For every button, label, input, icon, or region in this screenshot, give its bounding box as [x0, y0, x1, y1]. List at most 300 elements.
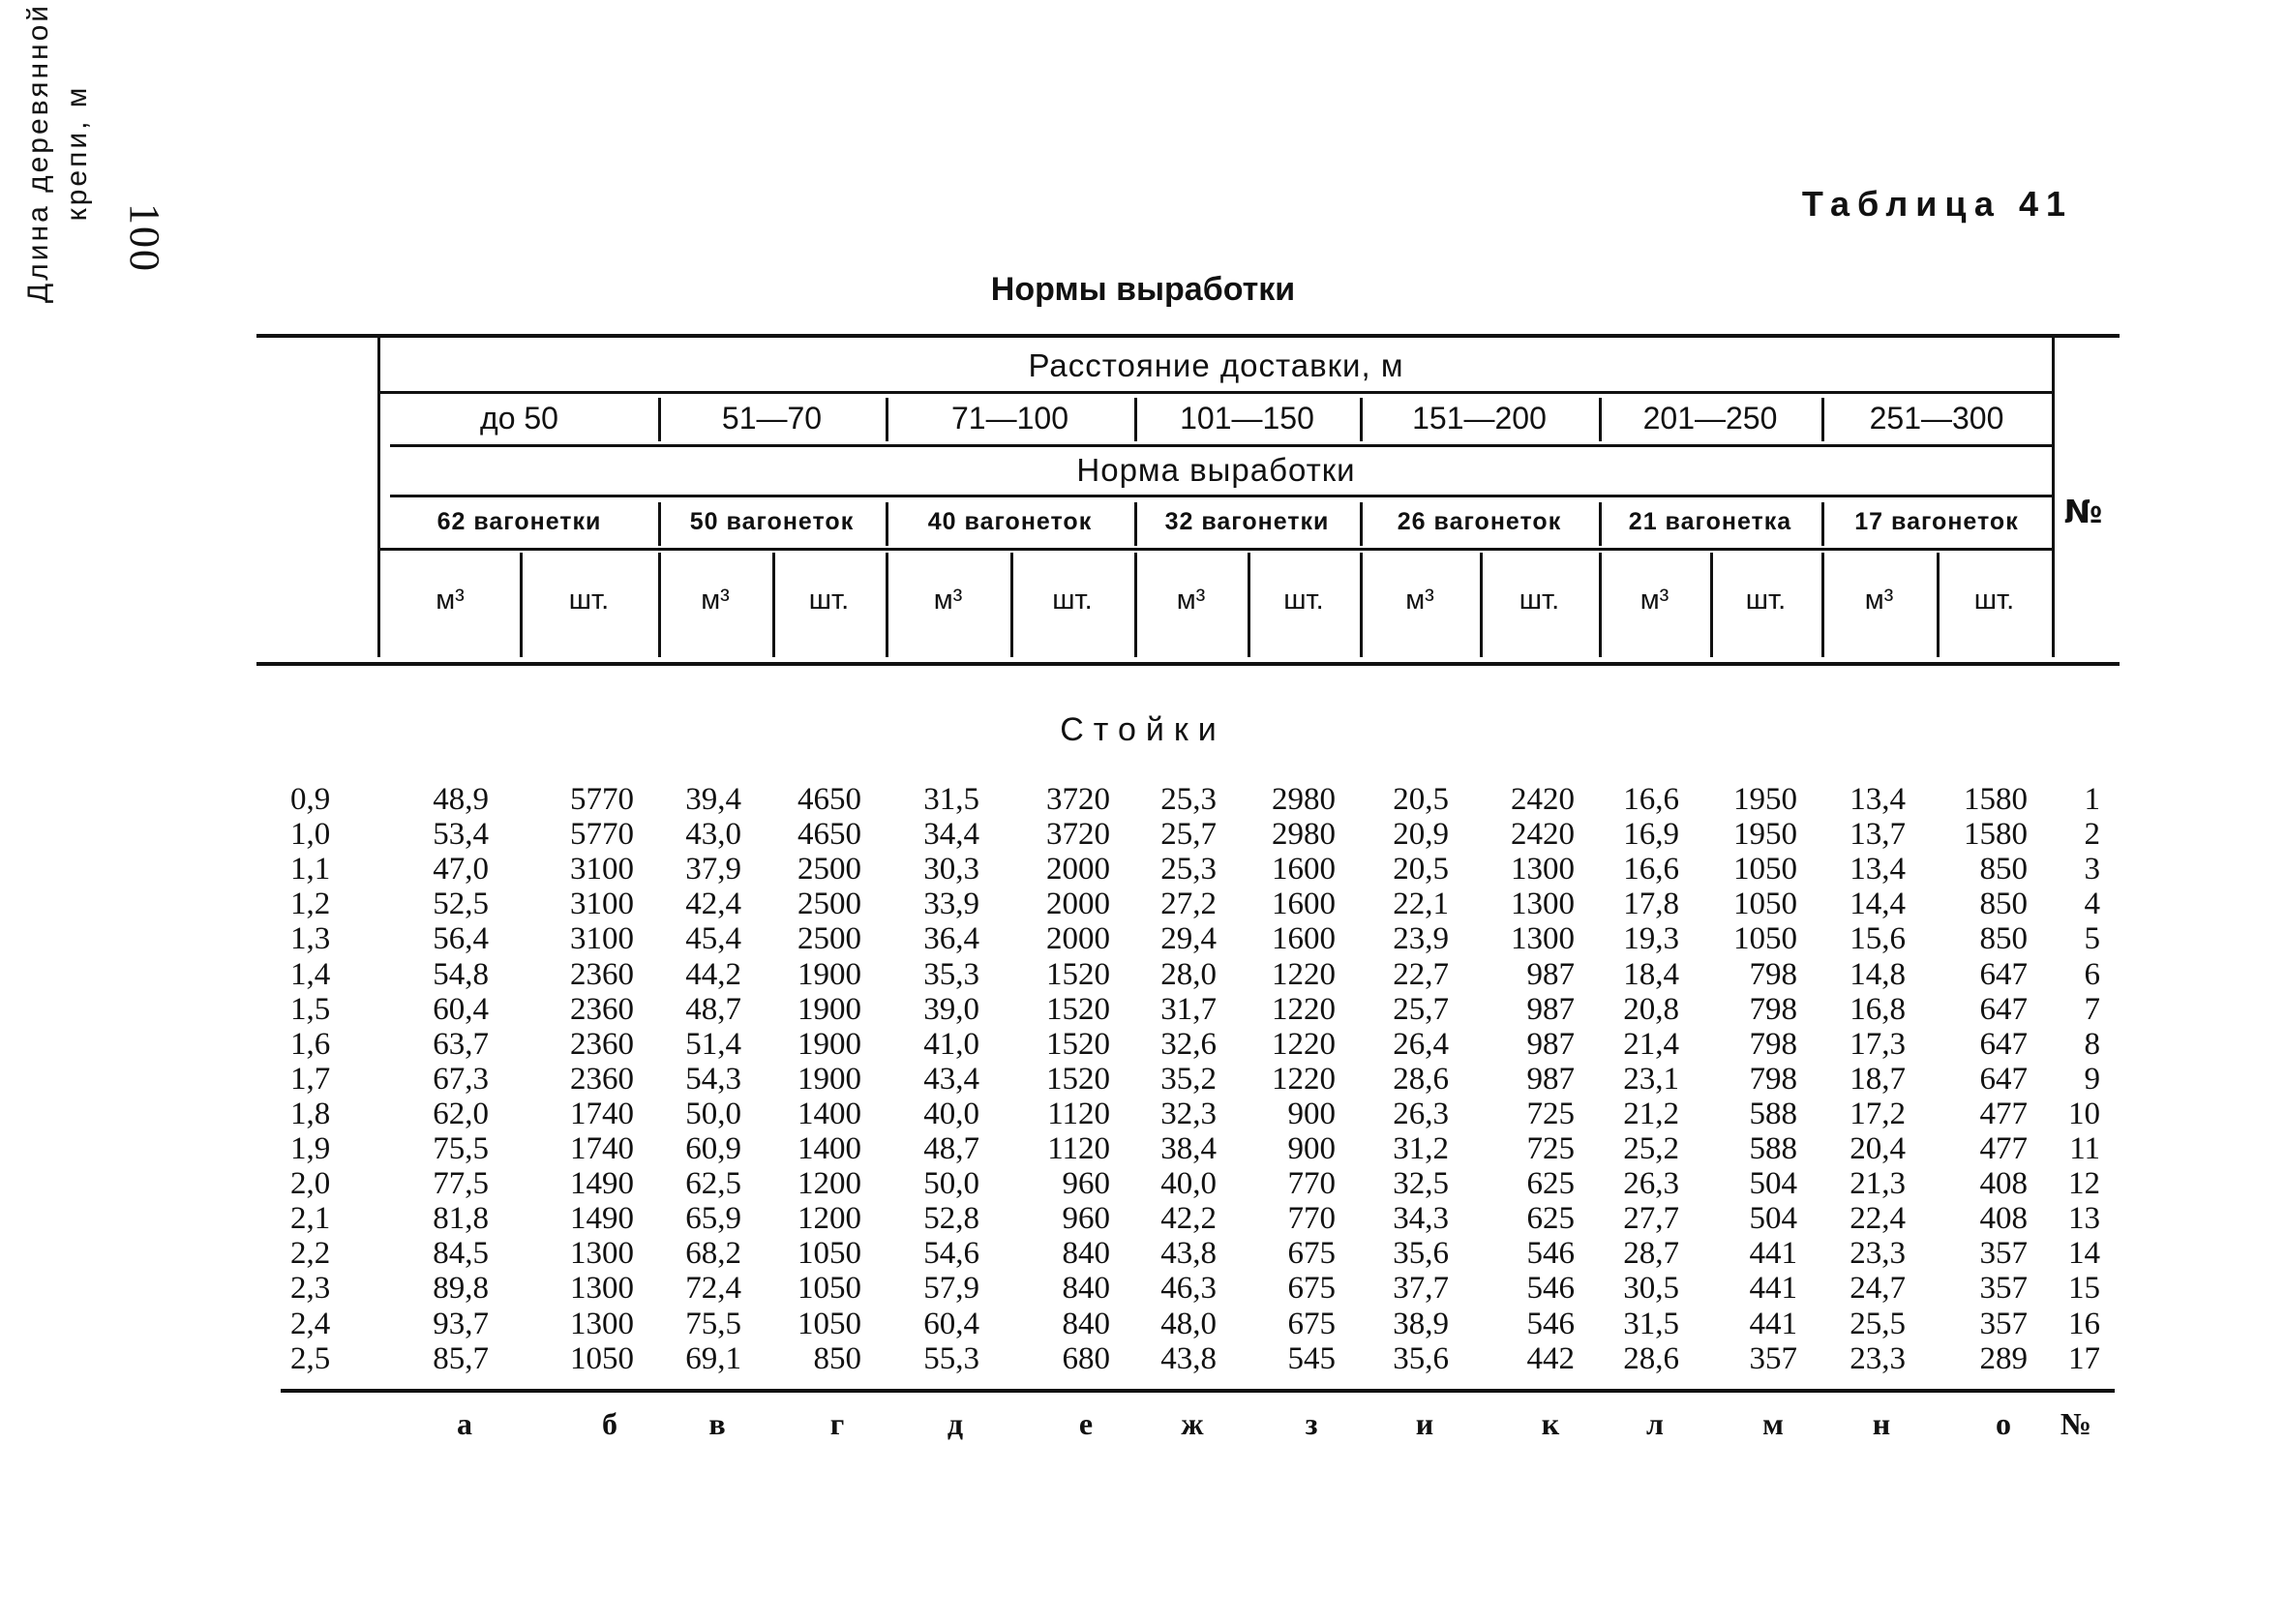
stub-header: Длина деревянной крепи, м [22, 2, 93, 304]
volume-cell: 16,6 [1623, 782, 1679, 817]
pieces-cell: 1950 [1733, 782, 1797, 817]
unit-m3: м³ [1176, 585, 1206, 616]
volume-cell: 23,3 [1850, 1236, 1906, 1271]
pieces-cell: 770 [1287, 1201, 1336, 1236]
pieces-cell: 2500 [797, 887, 861, 921]
column-letter: д [947, 1406, 964, 1441]
row-number-cell: 12 [2068, 1166, 2100, 1201]
volume-cell: 24,7 [1850, 1271, 1906, 1306]
unit-m3: м³ [1639, 585, 1669, 616]
wagon-count-5: 26 вагонеток [1397, 508, 1562, 535]
distance-range-4: 101—150 [1180, 401, 1314, 436]
row-number-cell: 11 [2069, 1131, 2100, 1166]
pieces-cell: 2000 [1046, 852, 1110, 887]
volume-cell: 68,2 [685, 1236, 741, 1271]
pieces-cell: 1300 [1511, 887, 1575, 921]
volume-cell: 56,4 [433, 921, 489, 956]
row-number-cell: 14 [2068, 1236, 2100, 1271]
pieces-cell: 1900 [797, 1062, 861, 1097]
length-cell: 2,0 [290, 1166, 331, 1201]
pieces-cell: 1900 [797, 1027, 861, 1062]
column-letters [0, 1406, 2286, 1445]
unit-m3: м³ [933, 585, 963, 616]
volume-cell: 28,7 [1623, 1236, 1679, 1271]
table-row [0, 1341, 2286, 1376]
pieces-cell: 1050 [570, 1341, 634, 1376]
volume-cell: 27,2 [1160, 887, 1217, 921]
pieces-cell: 987 [1526, 957, 1575, 992]
pieces-cell: 441 [1749, 1307, 1797, 1341]
header-rule [380, 391, 2052, 394]
distance-range-5: 151—200 [1412, 401, 1547, 436]
volume-cell: 27,7 [1623, 1201, 1679, 1236]
row-number-cell: 6 [2084, 957, 2100, 992]
column-letter: е [1078, 1406, 1094, 1441]
pieces-cell: 1050 [1733, 852, 1797, 887]
volume-cell: 35,3 [923, 957, 979, 992]
length-cell: 1,3 [290, 921, 331, 956]
volume-cell: 93,7 [433, 1307, 489, 1341]
pieces-cell: 357 [1749, 1341, 1797, 1376]
volume-cell: 48,0 [1160, 1307, 1217, 1341]
length-cell: 1,7 [290, 1062, 331, 1097]
row-number-cell: 3 [2084, 852, 2100, 887]
pieces-cell: 2360 [570, 957, 634, 992]
pieces-cell: 1400 [797, 1131, 861, 1166]
volume-cell: 60,9 [685, 1131, 741, 1166]
pieces-cell: 647 [1979, 1027, 2028, 1062]
volume-cell: 26,4 [1393, 1027, 1449, 1062]
unit-m3: м³ [1864, 585, 1894, 616]
row-number-cell: 8 [2084, 1027, 2100, 1062]
volume-cell: 40,0 [1160, 1166, 1217, 1201]
volume-cell: 23,1 [1623, 1062, 1679, 1097]
volume-cell: 16,9 [1623, 817, 1679, 852]
pieces-cell: 725 [1526, 1097, 1575, 1131]
pieces-cell: 1050 [797, 1271, 861, 1306]
volume-cell: 60,4 [433, 992, 489, 1027]
volume-cell: 13,4 [1850, 782, 1906, 817]
pieces-cell: 2360 [570, 1027, 634, 1062]
pieces-cell: 647 [1979, 992, 2028, 1027]
volume-cell: 32,5 [1393, 1166, 1449, 1201]
pieces-cell: 850 [813, 1341, 861, 1376]
pieces-cell: 1520 [1046, 957, 1110, 992]
pieces-cell: 960 [1062, 1201, 1110, 1236]
volume-cell: 25,7 [1393, 992, 1449, 1027]
pieces-cell: 1490 [570, 1166, 634, 1201]
volume-cell: 17,3 [1850, 1027, 1906, 1062]
pieces-cell: 504 [1749, 1201, 1797, 1236]
pieces-cell: 1900 [797, 957, 861, 992]
volume-cell: 37,7 [1393, 1271, 1449, 1306]
volume-cell: 34,3 [1393, 1201, 1449, 1236]
pieces-cell: 770 [1287, 1166, 1336, 1201]
length-cell: 1,9 [290, 1131, 331, 1166]
pieces-cell: 2000 [1046, 887, 1110, 921]
table-row [0, 817, 2286, 852]
pieces-cell: 960 [1062, 1166, 1110, 1201]
pieces-cell: 4650 [797, 817, 861, 852]
pieces-cell: 441 [1749, 1271, 1797, 1306]
length-cell: 1,4 [290, 957, 331, 992]
pieces-cell: 1220 [1272, 992, 1336, 1027]
pieces-cell: 357 [1979, 1307, 2028, 1341]
unit-pcs: шт. [1052, 585, 1093, 616]
column-letter: б [602, 1406, 617, 1441]
distance-range-1: до 50 [480, 401, 558, 436]
table-row [0, 1201, 2286, 1236]
pieces-cell: 545 [1287, 1341, 1336, 1376]
pieces-cell: 1520 [1046, 992, 1110, 1027]
length-cell: 2,1 [290, 1201, 331, 1236]
distance-range-2: 51—70 [721, 401, 823, 436]
pieces-cell: 840 [1062, 1307, 1110, 1341]
pieces-cell: 840 [1062, 1271, 1110, 1306]
volume-cell: 30,3 [923, 852, 979, 887]
length-cell: 1,1 [290, 852, 331, 887]
volume-cell: 57,9 [923, 1271, 979, 1306]
pieces-cell: 408 [1979, 1166, 2028, 1201]
unit-pcs: шт. [1973, 585, 2015, 616]
volume-cell: 18,7 [1850, 1062, 1906, 1097]
pieces-cell: 1220 [1272, 1027, 1336, 1062]
pieces-cell: 1300 [570, 1236, 634, 1271]
pieces-cell: 1520 [1046, 1027, 1110, 1062]
volume-cell: 26,3 [1623, 1166, 1679, 1201]
length-cell: 2,5 [290, 1341, 331, 1376]
pieces-cell: 900 [1287, 1097, 1336, 1131]
volume-cell: 42,2 [1160, 1201, 1217, 1236]
volume-cell: 25,3 [1160, 852, 1217, 887]
norm-label: Норма выработки [1076, 452, 1356, 488]
row-number-cell: 13 [2068, 1201, 2100, 1236]
pieces-cell: 441 [1749, 1236, 1797, 1271]
wagon-count-7: 17 вагонеток [1854, 508, 2019, 535]
unit-m3: м³ [436, 585, 465, 616]
table-row [0, 852, 2286, 887]
volume-cell: 32,6 [1160, 1027, 1217, 1062]
pieces-cell: 5770 [570, 782, 634, 817]
pieces-cell: 1300 [570, 1307, 634, 1341]
pieces-cell: 1740 [570, 1131, 634, 1166]
table-row [0, 887, 2286, 921]
unit-pcs: шт. [1283, 585, 1324, 616]
volume-cell: 23,9 [1393, 921, 1449, 956]
pieces-cell: 546 [1526, 1236, 1575, 1271]
volume-cell: 63,7 [433, 1027, 489, 1062]
volume-cell: 55,3 [923, 1341, 979, 1376]
volume-cell: 43,8 [1160, 1236, 1217, 1271]
pieces-cell: 1120 [1047, 1131, 1110, 1166]
pieces-cell: 3100 [570, 921, 634, 956]
pieces-cell: 1600 [1272, 921, 1336, 956]
pieces-cell: 1050 [1733, 887, 1797, 921]
row-number-cell: 17 [2068, 1341, 2100, 1376]
pieces-cell: 3720 [1046, 782, 1110, 817]
pieces-cell: 625 [1526, 1201, 1575, 1236]
volume-cell: 33,9 [923, 887, 979, 921]
pieces-cell: 840 [1062, 1236, 1110, 1271]
volume-cell: 20,8 [1623, 992, 1679, 1027]
volume-cell: 41,0 [923, 1027, 979, 1062]
volume-cell: 16,6 [1623, 852, 1679, 887]
pieces-cell: 546 [1526, 1307, 1575, 1341]
pieces-cell: 2500 [797, 852, 861, 887]
column-letter: г [829, 1406, 845, 1441]
column-letter: в [708, 1406, 726, 1441]
wagon-count-1: 62 вагонетки [436, 508, 602, 535]
unit-m3: м³ [1405, 585, 1434, 616]
column-letter: № [2060, 1406, 2092, 1441]
length-cell: 1,5 [290, 992, 331, 1027]
table-row [0, 1027, 2286, 1062]
unit-pcs: шт. [568, 585, 610, 616]
table-row [0, 1307, 2286, 1341]
pieces-cell: 1740 [570, 1097, 634, 1131]
volume-cell: 21,4 [1623, 1027, 1679, 1062]
pieces-cell: 2360 [570, 1062, 634, 1097]
length-cell: 1,2 [290, 887, 331, 921]
volume-cell: 13,7 [1850, 817, 1906, 852]
volume-cell: 75,5 [433, 1131, 489, 1166]
pieces-cell: 1600 [1272, 887, 1336, 921]
volume-cell: 30,5 [1623, 1271, 1679, 1306]
pieces-cell: 798 [1749, 1062, 1797, 1097]
volume-cell: 38,4 [1160, 1131, 1217, 1166]
volume-cell: 45,4 [685, 921, 741, 956]
volume-cell: 54,3 [685, 1062, 741, 1097]
pieces-cell: 2420 [1511, 782, 1575, 817]
table-title: Нормы выработки [990, 271, 1296, 308]
volume-cell: 67,3 [433, 1062, 489, 1097]
volume-cell: 60,4 [923, 1307, 979, 1341]
volume-cell: 14,8 [1850, 957, 1906, 992]
volume-cell: 23,3 [1850, 1341, 1906, 1376]
pieces-cell: 1520 [1046, 1062, 1110, 1097]
table-label: Таблица 41 [1801, 184, 2073, 224]
length-cell: 1,8 [290, 1097, 331, 1131]
row-number-cell: 10 [2068, 1097, 2100, 1131]
table-row [0, 1062, 2286, 1097]
table-row [0, 782, 2286, 817]
volume-cell: 39,0 [923, 992, 979, 1027]
pieces-cell: 588 [1749, 1131, 1797, 1166]
pieces-cell: 1220 [1272, 957, 1336, 992]
volume-cell: 35,2 [1160, 1062, 1217, 1097]
pieces-cell: 798 [1749, 957, 1797, 992]
length-cell: 2,4 [290, 1307, 331, 1341]
pieces-cell: 504 [1749, 1166, 1797, 1201]
pieces-cell: 675 [1287, 1236, 1336, 1271]
pieces-cell: 442 [1526, 1341, 1575, 1376]
volume-cell: 28,6 [1623, 1341, 1679, 1376]
volume-cell: 39,4 [685, 782, 741, 817]
volume-cell: 54,8 [433, 957, 489, 992]
pieces-cell: 4650 [797, 782, 861, 817]
pieces-cell: 1220 [1272, 1062, 1336, 1097]
pieces-cell: 408 [1979, 1201, 2028, 1236]
length-cell: 1,6 [290, 1027, 331, 1062]
column-letter: к [1541, 1406, 1560, 1441]
pieces-cell: 3100 [570, 852, 634, 887]
wagon-count-2: 50 вагонеток [689, 508, 855, 535]
page-number: 100 [121, 203, 168, 273]
pieces-cell: 289 [1979, 1341, 2028, 1376]
volume-cell: 25,2 [1623, 1131, 1679, 1166]
unit-pcs: шт. [1745, 585, 1787, 616]
volume-cell: 48,7 [923, 1131, 979, 1166]
volume-cell: 43,4 [923, 1062, 979, 1097]
distance-range-6: 201—250 [1642, 401, 1778, 436]
row-number-cell: 5 [2084, 921, 2100, 956]
volume-cell: 89,8 [433, 1271, 489, 1306]
pieces-cell: 625 [1526, 1166, 1575, 1201]
pieces-cell: 3720 [1046, 817, 1110, 852]
volume-cell: 22,4 [1850, 1201, 1906, 1236]
pieces-cell: 987 [1526, 1062, 1575, 1097]
pieces-cell: 647 [1979, 957, 2028, 992]
volume-cell: 17,8 [1623, 887, 1679, 921]
pieces-cell: 850 [1979, 887, 2028, 921]
row-number-cell: 15 [2068, 1271, 2100, 1306]
pieces-cell: 357 [1979, 1271, 2028, 1306]
pieces-cell: 987 [1526, 1027, 1575, 1062]
volume-cell: 14,4 [1850, 887, 1906, 921]
volume-cell: 35,6 [1393, 1236, 1449, 1271]
column-letter: ж [1181, 1406, 1204, 1441]
volume-cell: 51,4 [685, 1027, 741, 1062]
pieces-cell: 647 [1979, 1062, 2028, 1097]
table-row [0, 992, 2286, 1027]
pieces-cell: 588 [1749, 1097, 1797, 1131]
volume-cell: 43,0 [685, 817, 741, 852]
volume-cell: 38,9 [1393, 1307, 1449, 1341]
pieces-cell: 2420 [1511, 817, 1575, 852]
volume-cell: 20,9 [1393, 817, 1449, 852]
pieces-cell: 680 [1062, 1341, 1110, 1376]
unit-pcs: шт. [1519, 585, 1560, 616]
volume-cell: 85,7 [433, 1341, 489, 1376]
column-letter: и [1415, 1406, 1434, 1441]
volume-cell: 35,6 [1393, 1341, 1449, 1376]
pieces-cell: 1400 [797, 1097, 861, 1131]
column-letter: о [1996, 1406, 2011, 1441]
wagon-count-6: 21 вагонетка [1628, 508, 1792, 535]
volume-cell: 17,2 [1850, 1097, 1906, 1131]
number-column-header: № [2063, 493, 2104, 530]
pieces-cell: 1600 [1272, 852, 1336, 887]
length-cell: 1,0 [290, 817, 331, 852]
volume-cell: 18,4 [1623, 957, 1679, 992]
header-rule [390, 444, 2052, 447]
pieces-cell: 1580 [1964, 782, 2028, 817]
volume-cell: 31,5 [923, 782, 979, 817]
table-row [0, 1131, 2286, 1166]
volume-cell: 22,7 [1393, 957, 1449, 992]
pieces-cell: 546 [1526, 1271, 1575, 1306]
header-rule [390, 495, 2052, 497]
row-number-cell: 9 [2084, 1062, 2100, 1097]
volume-cell: 31,7 [1160, 992, 1217, 1027]
volume-cell: 81,8 [433, 1201, 489, 1236]
pieces-cell: 1900 [797, 992, 861, 1027]
volume-cell: 28,0 [1160, 957, 1217, 992]
volume-cell: 44,2 [685, 957, 741, 992]
pieces-cell: 798 [1749, 992, 1797, 1027]
pieces-cell: 1300 [1511, 921, 1575, 956]
pieces-cell: 1120 [1047, 1097, 1110, 1131]
volume-cell: 15,6 [1850, 921, 1906, 956]
wagon-count-3: 40 вагонеток [927, 508, 1093, 535]
table-row [0, 921, 2286, 956]
row-number-cell: 2 [2084, 817, 2100, 852]
pieces-cell: 5770 [570, 817, 634, 852]
pieces-cell: 2980 [1272, 817, 1336, 852]
volume-cell: 16,8 [1850, 992, 1906, 1027]
volume-cell: 28,6 [1393, 1062, 1449, 1097]
pieces-cell: 1950 [1733, 817, 1797, 852]
length-cell: 0,9 [290, 782, 331, 817]
volume-cell: 31,2 [1393, 1131, 1449, 1166]
volume-cell: 50,0 [923, 1166, 979, 1201]
pieces-cell: 477 [1979, 1097, 2028, 1131]
pieces-cell: 900 [1287, 1131, 1336, 1166]
column-letter: н [1872, 1406, 1891, 1441]
pieces-cell: 798 [1749, 1027, 1797, 1062]
pieces-cell: 1580 [1964, 817, 2028, 852]
volume-cell: 26,3 [1393, 1097, 1449, 1131]
volume-cell: 62,5 [685, 1166, 741, 1201]
pieces-cell: 1050 [797, 1236, 861, 1271]
pieces-cell: 1300 [1511, 852, 1575, 887]
distance-range-7: 251—300 [1869, 401, 2004, 436]
volume-cell: 20,5 [1393, 782, 1449, 817]
volume-cell: 65,9 [685, 1201, 741, 1236]
wagon-count-4: 32 вагонетки [1164, 508, 1330, 535]
distance-label: Расстояние доставки, м [1028, 347, 1404, 383]
volume-cell: 31,5 [1623, 1307, 1679, 1341]
volume-cell: 36,4 [923, 921, 979, 956]
volume-cell: 69,1 [685, 1341, 741, 1376]
volume-cell: 62,0 [433, 1097, 489, 1131]
volume-cell: 22,1 [1393, 887, 1449, 921]
volume-cell: 29,4 [1160, 921, 1217, 956]
volume-cell: 21,2 [1623, 1097, 1679, 1131]
volume-cell: 13,4 [1850, 852, 1906, 887]
pieces-cell: 987 [1526, 992, 1575, 1027]
distance-range-3: 71—100 [951, 401, 1068, 436]
volume-cell: 52,8 [923, 1201, 979, 1236]
pieces-cell: 675 [1287, 1307, 1336, 1341]
volume-cell: 53,4 [433, 817, 489, 852]
volume-cell: 84,5 [433, 1236, 489, 1271]
table-header [256, 334, 2120, 666]
pieces-cell: 2360 [570, 992, 634, 1027]
column-letter: з [1305, 1406, 1318, 1441]
bottom-rule [281, 1389, 2115, 1393]
volume-cell: 77,5 [433, 1166, 489, 1201]
pieces-cell: 850 [1979, 852, 2028, 887]
unit-m3: м³ [701, 585, 730, 616]
volume-cell: 48,9 [433, 782, 489, 817]
row-number-cell: 4 [2084, 887, 2100, 921]
volume-cell: 75,5 [685, 1307, 741, 1341]
pieces-cell: 477 [1979, 1131, 2028, 1166]
length-cell: 2,3 [290, 1271, 331, 1306]
section-title: Стойки [1060, 711, 1226, 748]
volume-cell: 19,3 [1623, 921, 1679, 956]
